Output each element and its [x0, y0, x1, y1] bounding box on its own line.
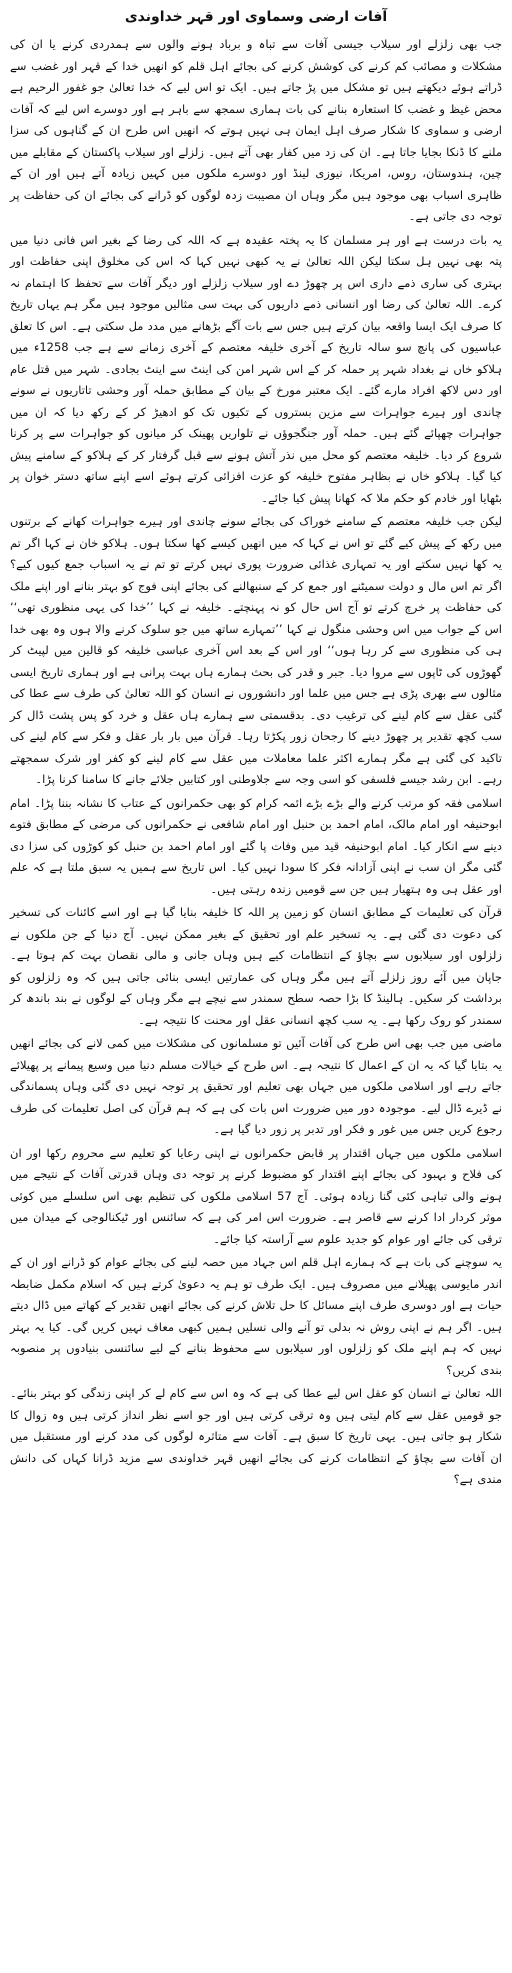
article-paragraph: قرآن کی تعلیمات کے مطابق انسان کو زمین پر اللہ کا خلیفہ بنایا گیا ہے اور اسے کائنات کی تسخیر کی دعوت دی گئی ہے۔ یہ تسخیر علم اور تحقیق کے بغیر ممکن نہیں۔ آج دنیا کے جن ملکوں نے زلزلوں اور سیلابوں سے بچاؤ کے انتظامات کیے ہیں وہاں جانی و مالی نقصان بہت کم ہوتا ہے۔ جاپان میں آئے روز زلزلے آتے ہیں مگر وہاں کی عمارتیں ایسی بنائی جاتی ہیں کہ وہ زلزلوں کو برداشت کر سکیں۔ ہالینڈ کا بڑا حصہ سطح سمندر سے نیچے ہے مگر وہاں کے لوگوں نے بند باندھ کر سمندر کو روک رکھا ہے۔ یہ سب کچھ انسانی عقل اور محنت کا نتیجہ ہے۔: [10, 905, 502, 1027]
article-paragraph: لیکن جب خلیفہ معتصم کے سامنے خوراک کی بجائے سونے چاندی اور ہیرے جواہرات کھانے کے برتنوں میں رکھ کے پیش کیے گئے تو اس نے کہا کہ میں انھیں کیسے کھا سکتا ہوں۔ ہلاکو خان نے کہا اگر تم یہ کھا نہیں سکتے اور یہ تمہاری غذائی ضرورت پوری نہیں کرتے تو تم نے یہ اسباب جمع کیوں کیے؟ اگر تم اس مال و دولت سمیٹنے اور جمع کر کے سنبھالنے کی بجائے اپنی فوج کو بہتر بنانے اور اپنے ملک کی حفاظت پر خرچ کرتے تو آج اس حال کو نہ پہنچتے۔ خلیفہ نے کہا ’’خدا کی یہی منظوری تھی‘‘ اس کے جواب میں اس وحشی منگول نے کہا ’’تمہارے ساتھ میں جو سلوک کرنے والا ہوں وہ بھی خدا ہی کی منظوری سے کر رہا ہوں‘‘ اور اس کے بعد اس آخری عباسی خلیفہ کو قالین میں لپیٹ کر گھوڑوں کی ٹاپوں سے مروا دیا۔ جبر و قدر کی بحث ہمارے ہاں بہت پرانی ہے اور ہماری تاریخ ایسی مثالوں سے بھری پڑی ہے جس میں علما اور دانشوروں نے انسان کو اللہ تعالیٰ کی طرف سے عطا کی گئی عقل سے کام لینے کی ترغیب دی۔ بدقسمتی سے ہمارے ہاں عقل و خرد کو پس پشت ڈال کر سب کچھ تقدیر پر چھوڑ دینے کا رجحان زور پکڑتا رہا۔ قرآن میں بار بار عقل و فکر سے کام لینے کی تاکید کی گئی ہے مگر ہمارے اکثر علما معاملات میں عقل سے کام لینے کو کفر اور شرک سمجھتے رہے۔ ابن رشد جیسے فلسفی کو اسی وجہ سے جلاوطنی اور کتابیں جلائے جانے کا سامنا کرنا پڑا۔: [10, 514, 502, 786]
article-title: آفات ارضی وسماوی اور قہر خداوندی: [124, 9, 388, 25]
article-paragraph: جب بھی زلزلے اور سیلاب جیسی آفات سے تباہ و برباد ہونے والوں سے ہمدردی کرنے یا ان کی مشکلات و مصائب کم کرنے کی کوشش کرنے کی بجائے اہل قلم کو انھیں خدا کے قہر اور غضب سے ڈراتے ہوئے دیکھتے ہیں تو مشکل میں پڑ جاتے ہیں۔ ایک تو اس لیے کہ خدا تعالیٰ جو غفور الرحیم ہے محض غیظ و غضب کا استعارہ بنانے کی بات ہماری سمجھ سے باہر ہے اور دوسرے اس لیے کہ آفات ارضی و سماوی کا شکار صرف اہل ایمان ہی نہیں ہوتے کہ انھیں اس طرح ان کے گناہوں کی سزا ملنے کا ڈنکا بجایا جاتا ہے۔ ان کی زد میں کفار بھی آتے ہیں۔ زلزلے اور سیلاب پاکستان کے مقابلے میں چین، ہندوستان، روس، امریکا، نیوزی لینڈ اور دوسرے ملکوں میں کہیں زیادہ آتے ہیں اور ان کے ظاہری اسباب بھی موجود ہیں مگر وہاں ان مصیبت زدہ لوگوں کو ڈرانے کی بجائے ان کی حفاظت پر توجہ دی جاتی ہے۔: [10, 37, 502, 223]
article-paragraph: یہ بات درست ہے اور ہر مسلمان کا یہ پختہ عقیدہ ہے کہ اللہ کی رضا کے بغیر اس فانی دنیا میں پتہ بھی نہیں ہل سکتا لیکن اللہ تعالیٰ نے یہ کبھی نہیں کہا کہ اس کی مخلوق اپنی حفاظت اور بہتری کی ساری ذمے داری اس پر چھوڑ دے اور سیلاب زلزلے اور دیگر آفات سے تحفظ کا اہتمام نہ کرے۔ اللہ تعالیٰ کی رضا اور انسانی ذمے داریوں کی بہت سی مثالیں موجود ہیں مگر ہم یہاں تاریخ کا صرف ایک ایسا واقعہ بیان کرتے ہیں جس سے بات آگے بڑھانے میں مدد مل سکتی ہے۔ اس کا تعلق عباسیوں کی پانچ سو سالہ تاریخ کے آخری خلیفہ معتصم کے آخری زمانے سے ہے جب 1258ء میں ہلاکو خاں نے بغداد شہر پر حملہ کر کے اس شہر امن کی اینٹ سے اینٹ بجادی۔ شہر میں قتل عام اور دس لاکھ افراد مارے گئے۔ ایک معتبر مورخ کے بیان کے مطابق حملہ آور وحشی تاتاریوں نے سونے چاندی اور ہیرے جواہرات سے مزین بستروں کے تکیوں تک کو ادھیڑ کر کے رکھ دیا کہ ان میں جواہرات چھپائے گئے ہیں۔ حملہ آور جنگجوؤں نے تلواریں پھینک کر میانوں کو جواہرات سے پر کرنا شروع کر دیا۔ خلیفہ معتصم کو محل میں نذر آتش ہونے سے قبل گرفتار کر کے ہلاکو کے سامنے پیش کیا گیا۔ ہلاکو خاں نے بظاہر مفتوح خلیفہ کو عزت افزائی کرتے ہوئے اسے اپنے ساتھ دستر خوان پر بٹھایا اور خادم کو حکم ملا کہ کھانا پیش کیا جائے۔: [10, 232, 502, 505]
article-body: [10, 34, 502, 1491]
article-paragraph: اللہ تعالیٰ نے انسان کو عقل اس لیے عطا کی ہے کہ وہ اس سے کام لے کر اپنی زندگی کو بہتر بنائے۔ جو قومیں عقل سے کام لیتی ہیں وہ ترقی کرتی ہیں اور جو اسے نظر انداز کرتی ہیں وہ زوال کا شکار ہو جاتی ہیں۔ یہی تاریخ کا سبق ہے۔ آفات سے متاثرہ لوگوں کی مدد کرنے اور مستقبل میں ان آفات سے بچاؤ کے انتظامات کرنے کی بجائے انھیں قہر خداوندی سے مزید ڈرانا کہاں کی دانش مندی ہے؟: [10, 1386, 502, 1486]
article-paragraph: اسلامی فقہ کو مرتب کرنے والے بڑے بڑے ائمہ کرام کو بھی حکمرانوں کے عتاب کا نشانہ بننا پڑا۔ امام ابوحنیفہ اور امام مالک، امام احمد بن حنبل اور امام شافعی نے حکمرانوں کی مرضی کے مطابق فتوے دینے سے انکار کیا۔ امام ابوحنیفہ قید میں وفات پا گئے اور امام احمد بن حنبل کو کوڑوں کی سزا دی گئی مگر ان سب نے اپنی آزادانہ فکر کا سودا نہیں کیا۔ اس تاریخ سے ہمیں یہ سبق ملتا ہے کہ علم اور عقل ہی وہ ہتھیار ہیں جن سے قومیں زندہ رہتی ہیں۔: [10, 795, 502, 896]
article-paragraph: یہ سوچنے کی بات ہے کہ ہمارے اہل قلم اس جہاد میں حصہ لینے کی بجائے عوام کو ڈرانے اور ان کے اندر مایوسی پھیلانے میں مصروف ہیں۔ ایک طرف تو ہم یہ دعویٰ کرتے ہیں کہ اسلام مکمل ضابطہ حیات ہے اور دوسری طرف اپنے مسائل کا حل تلاش کرنے کی بجائے انھیں تقدیر کے کھاتے میں ڈال دیتے ہیں۔ اگر ہم نے اپنی روش نہ بدلی تو آنے والی نسلیں ہمیں کبھی معاف نہیں کریں گی۔ کیا یہ بہتر نہیں کہ ہم اپنے ملک کو زلزلوں اور سیلابوں سے محفوظ بنانے کے لیے سائنسی بنیادوں پر منصوبہ بندی کریں؟: [10, 1255, 502, 1377]
article-paragraph: ماضی میں جب بھی اس طرح کی آفات آئیں تو مسلمانوں کی مشکلات میں کمی لانے کی بجائے انھیں یہ بتایا گیا کہ یہ ان کے اعمال کا نتیجہ ہے۔ اس طرح کے خیالات مسلم دنیا میں وسیع پیمانے پر پھیلائے جاتے رہے اور اسلامی ملکوں میں جہاں بھی تعلیم اور تحقیق پر توجہ نہیں دی گئی وہاں پسماندگی نے ڈیرے ڈال لیے۔ موجودہ دور میں ضرورت اس بات کی ہے کہ ہم قرآن کی اصل تعلیمات کی طرف رجوع کریں جس میں غور و فکر اور تدبر پر زور دیا گیا ہے۔: [10, 1036, 502, 1136]
article-paragraph: اسلامی ملکوں میں جہاں اقتدار پر قابض حکمرانوں نے اپنی رعایا کو تعلیم سے محروم رکھا اور ان کی فلاح و بہبود کی بجائے اپنے اقتدار کو مضبوط کرنے پر توجہ دی وہاں قدرتی آفات کے نتیجے میں ہونے والی تباہی کئی گنا زیادہ ہوئی۔ آج 57 اسلامی ملکوں کی تنظیم بھی اس سلسلے میں کوئی موثر کردار ادا کرنے سے قاصر ہے۔ ضرورت اس امر کی ہے کہ سائنس اور ٹیکنالوجی کے میدان میں ترقی کی جائے اور عوام کو جدید علوم سے آراستہ کیا جائے۔: [10, 1145, 502, 1246]
